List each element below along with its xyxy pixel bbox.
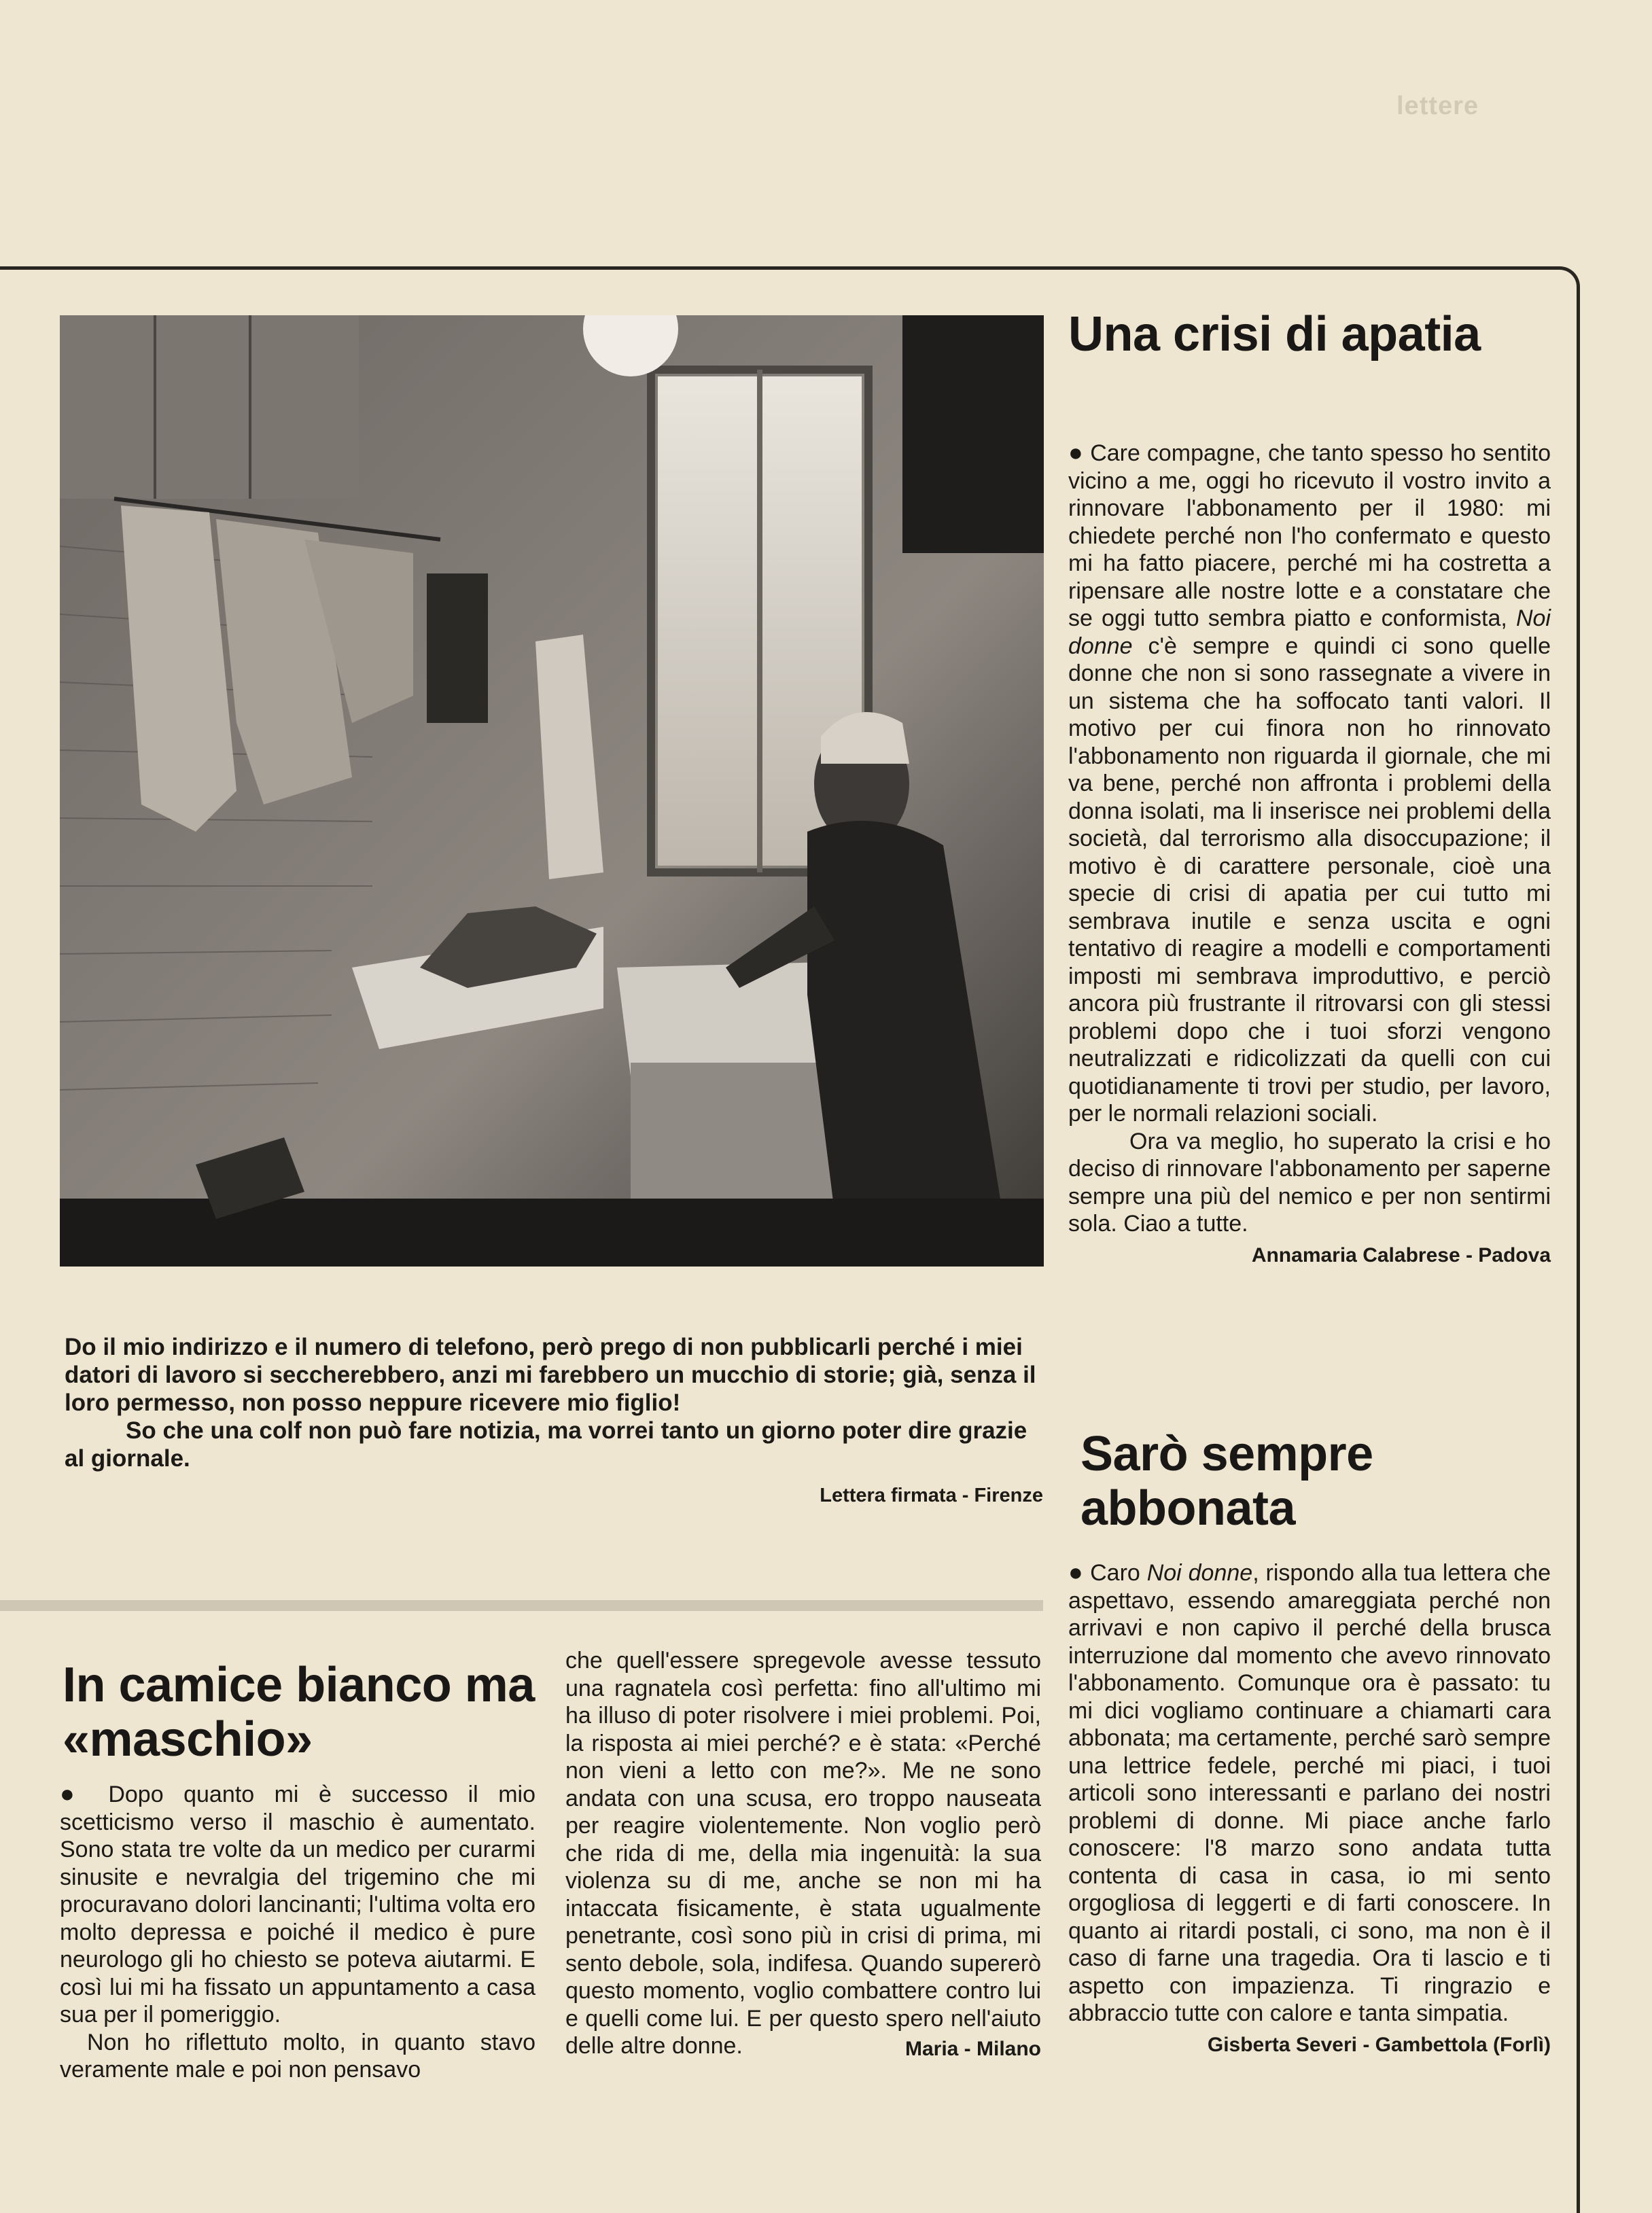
letter2-title: Sarò sempre abbonata [1080,1427,1373,1536]
letter1-magazine-name: Noi donne [1068,605,1551,659]
section-divider [0,1600,1043,1611]
letter3-signature: Maria - Milano [904,2037,1041,2060]
photo-woman-washing-icon [60,315,1044,1267]
letter3-paragraph-2: Non ho riflettuto molto, in quanto stavo veramente male e poi non pensavo [60,2029,535,2083]
photo-caption-letter [65,1333,1043,1510]
bullet-icon: ● [1068,438,1084,466]
letter3-column-1 [60,1780,535,2084]
bullet-icon: ● [1068,1558,1084,1586]
caption-paragraph-1: Do il mio indirizzo e il numero di telefono, però prego di non pubblicarli perché i miei datori di lavoro si seccherebbero, anzi mi farebbero un mucchio di storie; già, senza il loro permesso, non posso neppure ricevere mio figlio! [65,1334,1036,1416]
letter2-signature: Gisberta Severi - Gambettola (Forlì) [1207,2033,1551,2056]
letter3-title: In camice bianco ma «maschio» [63,1658,535,1767]
letter2-paragraph-1: ● Caro Noi donne, rispondo alla tua lettera che aspettavo, essendo amareggiata perché non arrivavi e non capivo il perché della brusca interruzione dal momento che avevo rinnovato l'abbonamento. Comunque ora è passato: tu mi dici vogliamo continuare a chiamarti cara abbonata; ma certamente, perché sarò sempre una lettrice fedele, perché mi piaci, i tuoi articoli sono interessanti e parlano dei nostri problemi di donne. Mi piace anche farlo conoscere: l'8 marzo sono andata tutta contenta di casa in casa, io mi sento orgogliosa di leggerti e di farti conoscere. In quanto ai ritardi postali, ci sono, ma non è il caso di farne una tragedia. Ora ti lascio e ti aspetto con impazienza. Ti ringrazio e abbraccio tutte con calore e tanta simpatia. [1068,1558,1551,2026]
running-head: lettere [1396,92,1479,120]
letter1-title: Una crisi di apatia [1068,307,1481,361]
caption-paragraph-2: So che una colf non può fare notizia, ma vorrei tanto un giorno poter dire grazie al giornale. [65,1417,1027,1472]
letter1-paragraph-1: ● Care compagne, che tanto spesso ho sentito vicino a me, oggi ho ricevuto il vostro invito a rinnovare l'abbonamento per il 1980: mi chiedete perché non l'ho confermato e questo mi ha fatto piacere, perché mi ha costretta a ripensare alle nostre lotte e a constatare che se oggi tutto sembra piatto e conformista, Noi donne c'è sempre e quindi ci sono quelle donne che non si sono rassegnate a vivere in un sistema che ha soffocato tanti valori. Il motivo per cui finora non ho rinnovato l'abbonamento non riguarda il giornale, che mi va bene, perché non affronta i problemi della donna isolati, ma li inserisce nei problemi della società, dal terrorismo alla disoccupazione; il motivo è di carattere personale, cioè una specie di crisi di apatia per cui tutto mi sembrava inutile e senza uscita e ogni tentativo di reagire a modelli e comportamenti imposti mi sembrava improduttivo, e perciò ancora più frustrante il ritrovarsi con gli stessi problemi dopo che i tuoi sforzi vengono neutralizzati e ridicolizzati da quelli con cui quotidianamente ti trovi per studio, per lavoro, per le normali relazioni sociali. [1068,438,1551,1127]
letter1-paragraph-2: Ora va meglio, ho superato la crisi e ho deciso di rinnovare l'abbonamento per saperne sempre una più del nemico e per non sentirmi sola. Ciao a tutte. [1068,1128,1551,1237]
letter1-body [1068,439,1551,1269]
letter3-paragraph-1: ● Dopo quanto mi è successo il mio scetticismo verso il maschio è aumentato. Sono stata tre volte da un medico per curarmi sinusite e nevralgia del trigemino che mi procuravano dolori lancinanti; l'ultima volta ero molto depressa e poiché il medico è pure neurologo gli ho chiesto se poteva aiutarmi. E così lui mi ha fissato un appuntamento a casa sua per il pomeriggio. [60,1780,536,2028]
letter1-signature: Annamaria Calabrese - Padova [1251,1243,1551,1267]
letter3-paragraph-3: che quell'essere spregevole avesse tessuto una ragnatela così perfetta: fino all'ultimo mi ha illuso di poter risolvere i miei problemi. Poi, la risposta ai miei perché? e è stata: «Perché non vieni a letto con me?». Me ne sono andata con una scusa, ero troppo nauseata per reagire violentemente. Non voglio però che rida di me, della mia ingenuità: la sua violenza su di me, anche se non mi ha intaccata fisicamente, è stata ugualmente penetrante, così sono più in crisi di prima, mi sento debole, sola, indifesa. Quando supererò questo momento, voglio combattere contro lui e quelli come lui. E per questo spero nell'aiuto delle altre donne. [565,1648,1041,2059]
letter2-body [1068,1559,1551,2059]
caption-signature: Lettera firmata - Firenze [820,1485,1043,1506]
letter3-column-2 [565,1647,1041,2063]
letter2-magazine-name: Noi donne [1146,1560,1253,1586]
bullet-icon: ● [60,1780,88,1807]
photo-woman-washing [60,315,1044,1267]
